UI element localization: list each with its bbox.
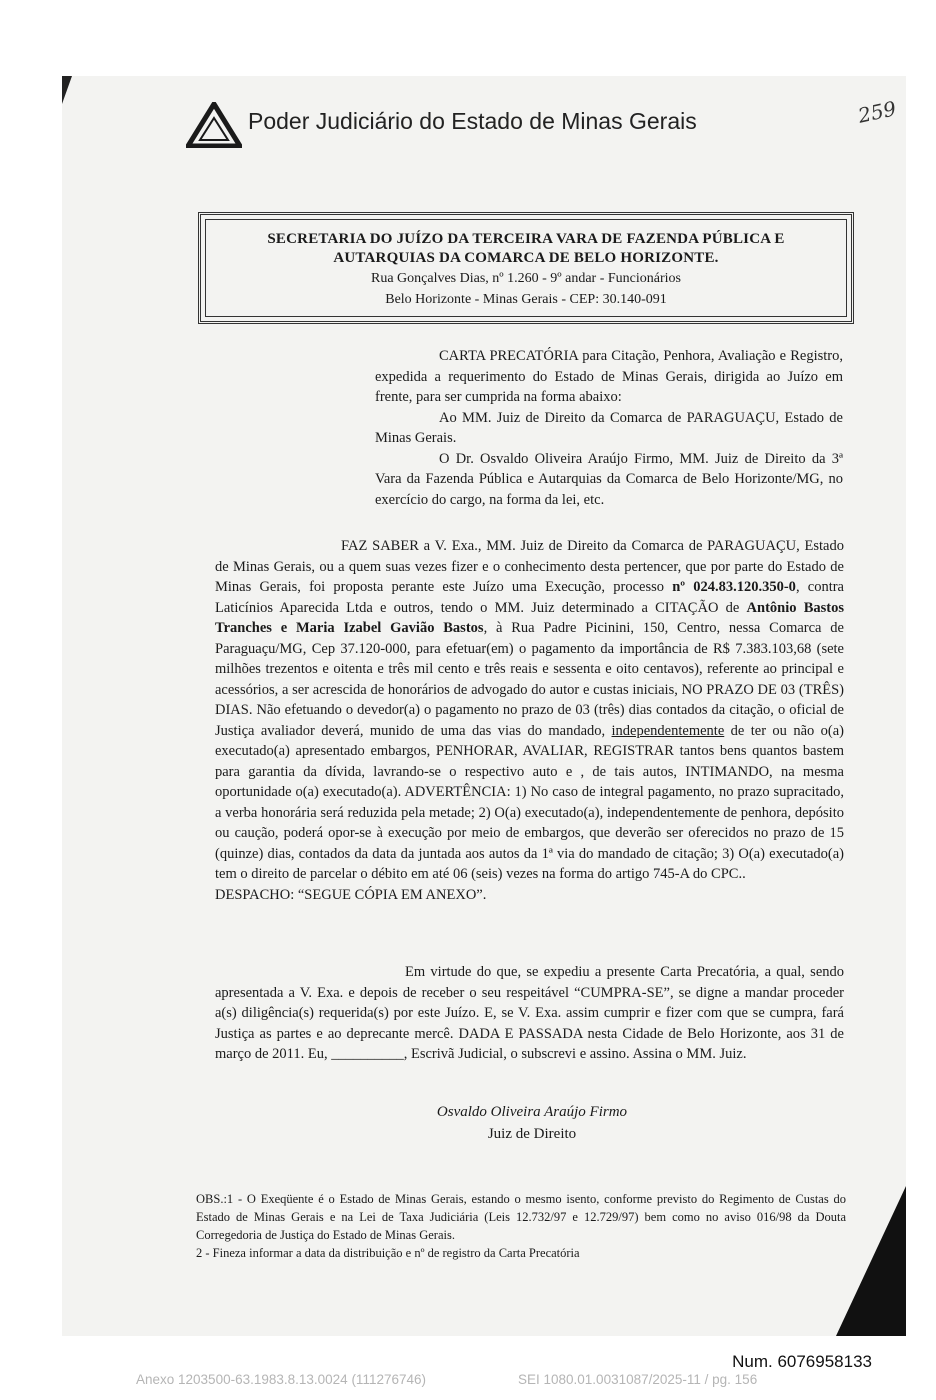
footer-annex: Anexo 1203500-63.1983.8.13.0024 (111276746) — [136, 1372, 426, 1387]
signature-name: Osvaldo Oliveira Araújo Firmo — [436, 1104, 628, 1120]
triangle-logo-icon — [186, 102, 242, 148]
secretaria-box — [198, 212, 854, 324]
main-text-part4: de ter ou não o(a) executado(a) apresentado embargos, PENHORAR, AVALIAR, REGISTRAR tantos bens quantos bastem para garantia da dívida, lavrando-se o respectivo auto e , de tais autos, INTIMANDO, na mesma oportunidade o(a) executado(a). ADVERTÊNCIA: 1) No caso de integral pagamento, no prazo supracitado, a verba honorária será reduzida pela metade; 2) O(a) executado(a), independentemente de penhora, depósito ou caução, poderá opor-se à execução por meio de embargos, que deverão ser oferecidos no prazo de 15 (quinze) dias, contados da data da juntada aos autos da 1ª via do mandado de citação; 3) O(a) executado(a) tem o direito de parcelar o débito em até 06 (seis) vezes na forma do artigo 745-A do CPC.. — [215, 722, 844, 882]
secretaria-address-line2: Belo Horizonte - Minas Gerais - CEP: 30.140-091 — [385, 292, 667, 307]
secretaria-inner — [205, 219, 847, 317]
main-body — [215, 536, 844, 905]
scanned-page — [62, 76, 906, 1336]
underlined-word: independentemente — [611, 722, 725, 739]
closing-paragraph: Em virtude do que, se expediu a presente Carta Precatória, a qual, sendo apresentada a V. Exa. e depois de receber o seu respeitável “CUMPRA-SE”, se digne a mandar proceder a(s) diligência(s) requerida(s) por este Juízo. E, se V. Exa. assim cumprir e fizer com que se cumpra, fará Justiça as partes e ao deprecante mercê. DADA E PASSADA nesta Cidade de Belo Horizonte, aos 31 de março de 2011. Eu, __________, Escrivã Judicial, o subscrevi e assino. Assina o MM. Juiz. — [215, 964, 844, 1062]
main-text-part3: , à Rua Padre Picinini, 150, Centro, nessa Comarca de Paraguaçu/MG, Cep 37.120-000, para efetuar(em) o pagamento da importância de R$ 7.383.103,68 (sete milhões trezentos e oitenta e três mil cento e três reais e sessenta e oito centavos), referente ao principal e acessórios, a ser acrescida de honorários de advogado do autor e custas iniciais, NO PRAZO DE 03 (TRÊS) DIAS. Não efetuando o devedor(a) o pagamento no prazo de 03 (três) dias contados da citação, o oficial de Justiça avaliador deverá, munido de uma das vias do mandado, — [215, 620, 844, 739]
observations — [196, 1190, 846, 1262]
scan-corner-shadow-top — [62, 76, 72, 104]
scan-corner-shadow-bottom — [836, 1186, 906, 1336]
intro-paragraph-addressee: Ao MM. Juiz de Direito da Comarca de PARAGUAÇU, Estado de Minas Gerais. — [375, 409, 843, 446]
process-number: nº 024.83.120.350-0 — [672, 579, 796, 595]
secretaria-title-line2: AUTARQUIAS DA COMARCA DE BELO HORIZONTE. — [333, 250, 719, 266]
header-title: Poder Judiciário do Estado de Minas Gerais — [248, 108, 697, 134]
intro-block — [375, 346, 843, 510]
main-paragraph — [215, 536, 844, 885]
signature-role: Juiz de Direito — [487, 1126, 577, 1142]
closing-block — [215, 962, 844, 1065]
defendants-names: Antônio Bastos Tranches e Maria Izabel Gavião Bastos — [215, 599, 845, 636]
secretaria-address-line1: Rua Gonçalves Dias, nº 1.260 - 9º andar - Funcionários — [370, 271, 681, 286]
intro-paragraph-judge: O Dr. Osvaldo Oliveira Araújo Firmo, MM. Juiz de Direito da 3ª Vara da Fazenda Pública e Autarquias da Comarca de Belo Horizonte/MG, no exercício do cargo, na forma da lei, etc. — [375, 450, 843, 508]
main-text-part2: , contra Laticínios Aparecida Ltda e outros, tendo o MM. Juiz determinado a CITAÇÃO de — [215, 579, 844, 616]
obs-item-2: 2 - Fineza informar a data da distribuição e nº de registro da Carta Precatória — [196, 1246, 580, 1260]
obs-item-1: OBS.:1 - O Exeqüente é o Estado de Minas Gerais, estando o mesmo isento, conforme previsto do Regimento de Custas do Estado de Minas Gerais e na Lei de Taxa Judiciária (Leis 12.732/97 e 12.729/97) bem como no aviso 016/98 da Douta Corregedoria de Justiça do Estado de Minas Gerais. — [196, 1192, 846, 1242]
document-number: Num. 6076958133 — [732, 1352, 872, 1371]
footer-sei: SEI 1080.01.0031087/2025-11 / pg. 156 — [518, 1372, 758, 1387]
despacho-line: DESPACHO: “SEGUE CÓPIA EM ANEXO”. — [215, 886, 487, 903]
intro-paragraph-carta: CARTA PRECATÓRIA para Citação, Penhora, Avaliação e Registro, expedida a requerimento do Estado de Minas Gerais, dirigida ao Juízo em frente, para ser cumprida na forma abaixo: — [375, 348, 843, 405]
handwritten-page-number: 259 — [855, 96, 899, 128]
main-text-part1: FAZ SABER a V. Exa., MM. Juiz de Direito da Comarca de PARAGUAÇU, Estado de Minas Gerais, ou a quem suas vezes fizer e o conhecimento desta pertencer, que por parte do Estado de Minas Gerais, foi proposta perante este Juízo uma Execução, processo — [215, 538, 844, 595]
secretaria-title-line1: SECRETARIA DO JUÍZO DA TERCEIRA VARA DE FAZENDA PÚBLICA E — [267, 231, 785, 247]
